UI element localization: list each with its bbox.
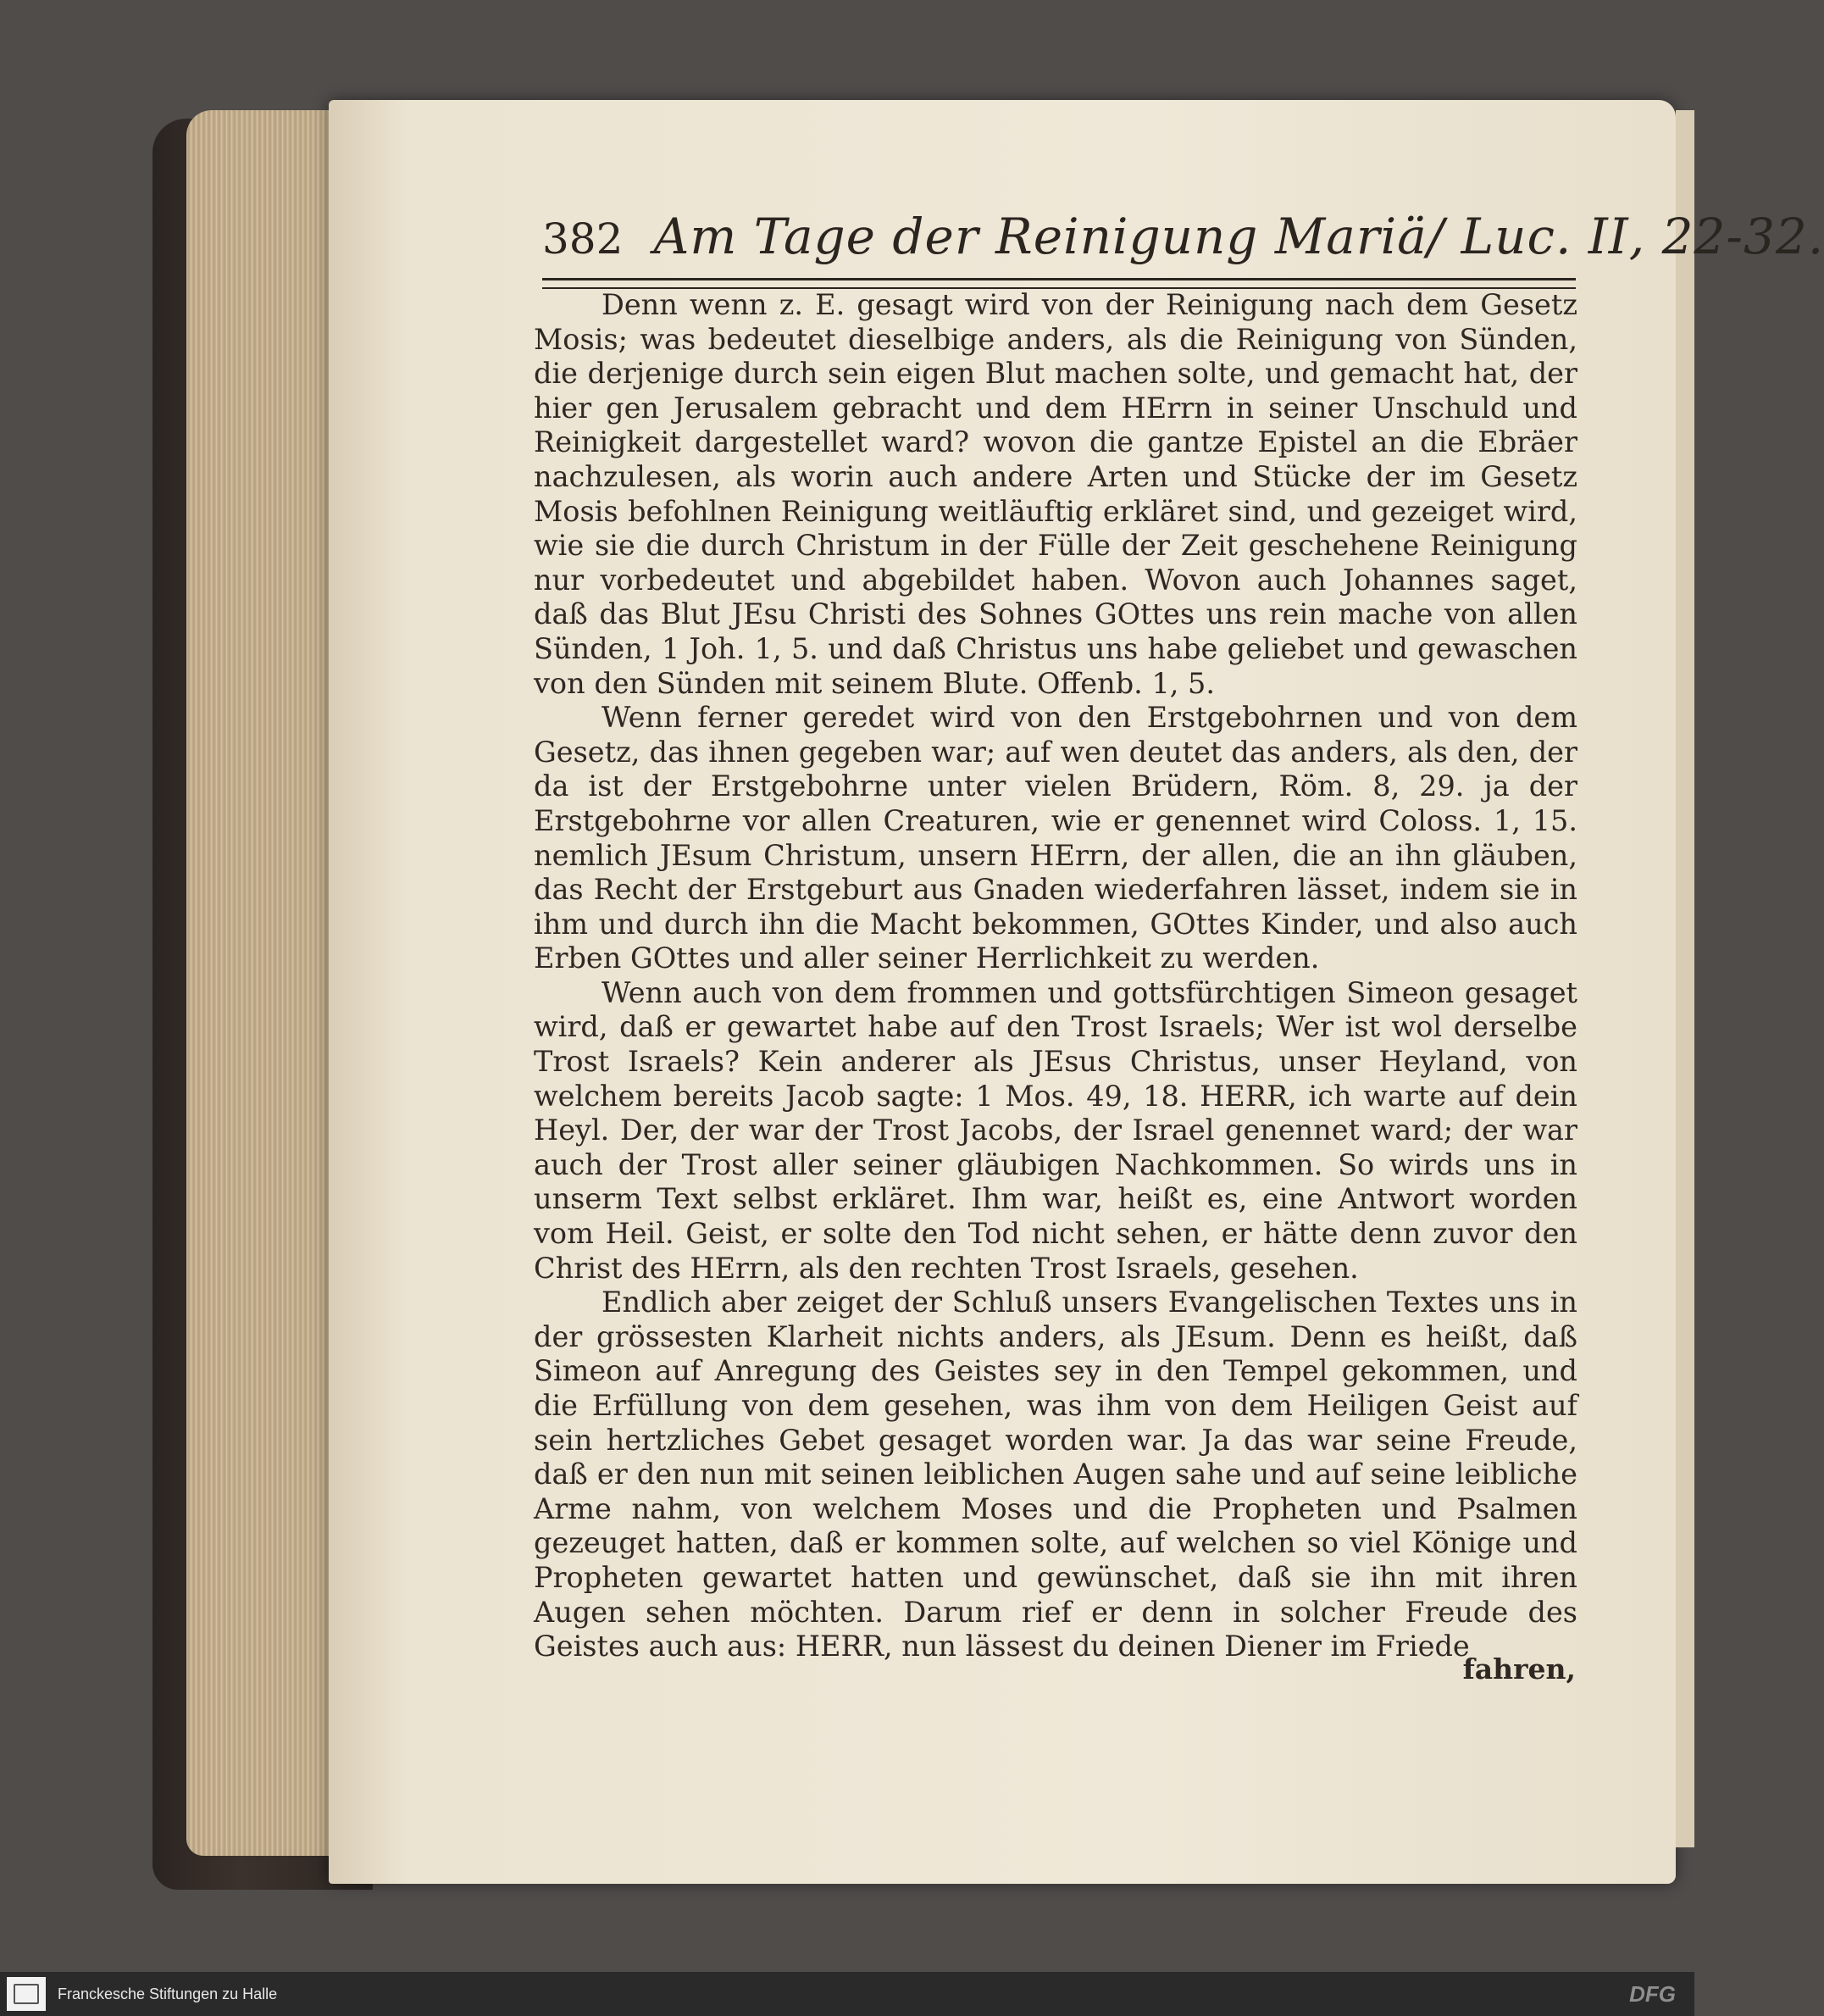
facing-page-edge: [1676, 110, 1694, 1847]
running-title: Am Tage der Reinigung Mariä/ Luc. II, 22-32.: [653, 208, 1824, 265]
institution-logo-icon: [7, 1977, 46, 2011]
footer-bar: [0, 1972, 1694, 2016]
paragraph: Wenn ferner geredet wird von den Erstgebohrnen und von dem Gesetz, das ihnen gegeben war; auf wen deutet das anders, als den, der da ist der Erstgebohrne unter vielen Brüdern, Röm. 8, 29. ja der Erstgebohrne vor allen Creaturen, wie er genennet wird Coloss. 1, 15. nemlich JEsum Christum, unsern HErrn, der allen, die an ihn gläuben, das Recht der Erstgeburt aus Gnaden wiederfahren lässet, indem sie in ihm und durch ihn die Macht bekommen, GOttes Kinder, und also auch Erben GOttes und aller seiner Herrlichkeit zu werden.: [534, 701, 1577, 975]
dfg-logo: DFG: [1629, 1980, 1676, 2007]
page-edges: [186, 110, 339, 1856]
paragraph: Endlich aber zeiget der Schluß unsers Evangelischen Textes uns in der grössesten Klarheit nichts anders, als JEsum. Denn es heißt, daß Simeon auf Anregung des Geistes sey in den Tempel gekommen, und die Erfüllung von dem gesehen, was ihm von dem Heiligen Geist auf sein hertzliches Gebet gesaget worden war. Ja das war seine Freude, daß er den nun mit seinen leiblichen Augen sahe und auf seine leibliche Arme nahm, von welchem Moses und die Propheten und Psalmen gezeuget hatten, daß er kommen solte, auf welchen so viel Könige und Propheten gewartet hatten und gewünschet, daß sie ihn mit ihren Augen sehen möchten. Darum rief er denn in solcher Freude des Geistes auch aus: HERR, nun lässest du deinen Diener im Friede: [534, 1286, 1577, 1663]
paragraph: Wenn auch von dem frommen und gottsfürchtigen Simeon gesaget wird, daß er gewartet habe auf den Trost Israels; Wer ist wol derselbe Trost Israels? Kein anderer als JEsus Christus, unser Heyland, von welchem bereits Jacob sagte: 1 Mos. 49, 18. HERR, ich warte auf dein Heyl. Der, der war der Trost Jacobs, der Israel genennet ward; der war auch der Trost aller seiner gläubigen Nachkommen. So wirds uns in unserm Text selbst erkläret. Ihm war, heißt es, eine Antwort worden vom Heil. Geist, er solte den Tod nicht sehen, er hätte denn zuvor den Christ des HErrn, als den rechten Trost Israels, gesehen.: [534, 975, 1577, 1285]
institution-name: Franckesche Stiftungen zu Halle: [58, 1985, 278, 2002]
page-number: 382: [542, 214, 624, 264]
paragraph: Denn wenn z. E. gesagt wird von der Reinigung nach dem Gesetz Mosis; was bedeutet dieselbige anders, als die Reinigung von Sünden, die derjenige durch sein eigen Blut machen solte, und gemacht hat, der hier gen Jerusalem gebracht und dem HErrn in seiner Unschuld und Reinigkeit dargestellet ward? wovon die gantze Epistel an die Ebräer nachzulesen, als worin auch andere Arten und Stücke der im Gesetz Mosis befohlnen Reinigung weitläuftig erkläret sind, und gezeiget wird, wie sie die durch Christum in der Fülle der Zeit geschehene Reinigung nur vorbedeutet und abgebildet haben. Wovon auch Johannes saget, daß das Blut JEsu Christi des Sohnes GOttes uns rein mache von allen Sünden, 1 Joh. 1, 5. und daß Christus uns habe geliebet und gewaschen von den Sünden mit seinem Blute. Offenb. 1, 5.: [534, 288, 1577, 700]
running-head: [542, 208, 1824, 275]
body-text: [534, 288, 1577, 1664]
catchword: fahren,: [1462, 1652, 1576, 1686]
